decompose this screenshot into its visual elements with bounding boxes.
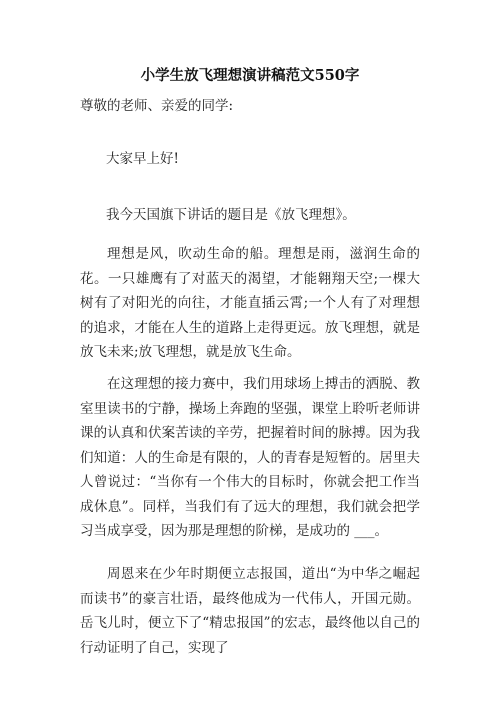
salutation: 尊敬的老师、亲爱的同学: — [80, 98, 234, 114]
document-title: 小学生放飞理想演讲稿范文550字 — [140, 67, 360, 84]
paragraph-1: 理想是风，吹动生命的船。理想是雨，滋润生命的花。一只雄鹰有了对蓝天的渴望，才能翱翔天空;一棵大树有了对阳光的向往，才能直插云霄;一个人有了对理想的追求，才能在人生的道路上走得更远。放飞理想，就是放飞未来;放飞理想，就是放飞生命。 — [80, 246, 420, 360]
paragraph-2: 在这理想的接力赛中，我们用球场上搏击的洒脱、教室里读书的宁静，操场上奔跑的坚强，课堂上聆听老师讲课的认真和伏案苦读的辛劳，把握着时间的脉搏。因为我们知道：人的生命是有限的，人的青春是短暂的。居里夫人曾说过：“当你有一个伟大的目标时，你就会把工作当成休息”。同样，当我们有了远大的理想，我们就会把学习当成享受，因为那是理想的阶梯，是成功的 ___。 — [80, 376, 420, 539]
greeting: 大家早上好! — [106, 151, 179, 167]
topic-line: 我今天国旗下讲话的题目是《放飞理想》。 — [106, 207, 356, 223]
paragraph-3: 周恩来在少年时期便立志报国，道出“为中华之崛起而读书”的豪言壮语，最终他成为一代伟人，开国元勋。岳飞儿时，便立下了“精忠报国”的宏志，最终他以自己的行动证明了自己，实现了 — [80, 566, 420, 656]
